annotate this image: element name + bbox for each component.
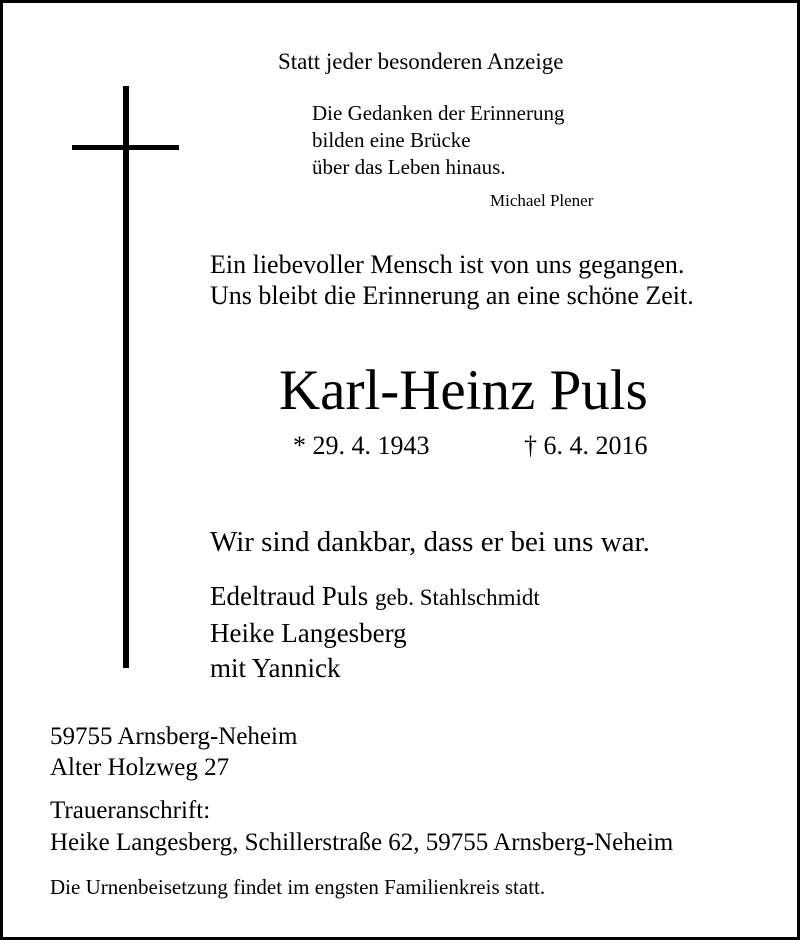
mourner-first-name: Edeltraud Puls [210, 581, 369, 611]
intro-line: Uns bleibt die Erinnerung an eine schöne Zeit. [210, 281, 694, 310]
quote-author: Michael Plener [490, 191, 594, 210]
condolence-address: Heike Langesberg, Schillerstraße 62, 59755 Arnsberg-Neheim [50, 829, 674, 856]
quote-line: Die Gedanken der Erinnerung [312, 101, 565, 125]
birth-date: * 29. 4. 1943 [293, 431, 430, 460]
address-line: Alter Holzweg 27 [50, 754, 230, 781]
condolence-label: Traueranschrift: [50, 797, 211, 824]
intro-line: Ein liebevoller Mensch ist von uns gegangen. [210, 250, 685, 279]
address-line: 59755 Arnsberg-Neheim [50, 723, 298, 750]
deceased-name: Karl-Heinz Puls [279, 359, 648, 422]
quote-line: bilden eine Brücke [312, 128, 471, 152]
mourner-name: mit Yannick [210, 653, 341, 683]
cross-icon-bar [72, 145, 179, 150]
header-text: Statt jeder besonderen Anzeige [278, 49, 564, 74]
mourner-name [210, 583, 540, 610]
gratitude-text: Wir sind dankbar, dass er bei uns war. [210, 526, 650, 558]
mourner-name: Heike Langesberg [210, 618, 407, 648]
mourner-maiden-note: geb. Stahlschmidt [374, 585, 540, 610]
cross-icon [123, 86, 129, 668]
quote-line: über das Leben hinaus. [312, 155, 506, 179]
death-date: † 6. 4. 2016 [524, 431, 648, 460]
footer-note: Die Urnenbeisetzung findet im engsten Familienkreis statt. [50, 875, 546, 899]
